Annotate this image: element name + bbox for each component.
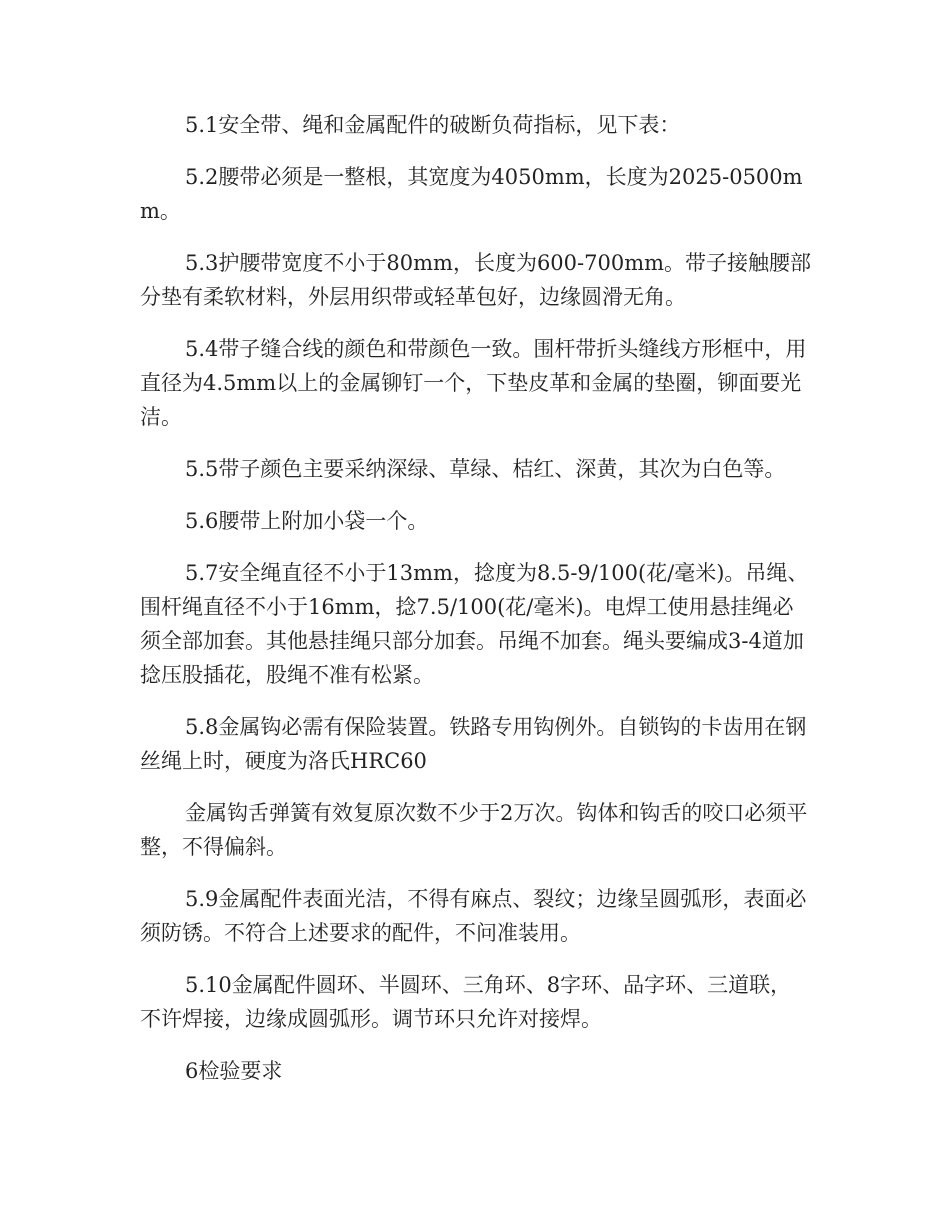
paragraph-5-6: 5.6腰带上附加小袋一个。 [185,509,429,533]
paragraph-hook-spring: 金属钩舌弹簧有效复原次数不少于2万次。钩体和钩舌的咬口必须平整，不得偏斜。 [140,801,808,859]
paragraph-5-1: 5.1安全带、绳和金属配件的破断负荷指标，见下表： [185,113,681,137]
paragraph-5-4: 5.4带子缝合线的颜色和带颜色一致。围杆带折头缝线方形框中，用直径为4.5mm以上的金属铆钉一个，下垫皮革和金属的垫圈，铆面要光洁。 [140,337,807,429]
paragraph-5-7: 5.7安全绳直径不小于13mm，捻度为8.5-9/100(花/毫米)。吊绳、围杆绳直径不小于16mm，捻7.5/100(花/毫米)。电焊工使用悬挂绳必须全部加套。其他悬挂绳只部分加套。吊绳不加套。绳头要编成3-4道加捻压股插花，股绳不准有松紧。 [140,561,809,687]
paragraph-5-5: 5.5带子颜色主要采纳深绿、草绿、桔红、深黄，其次为白色等。 [185,457,786,481]
paragraph-5-10: 5.10金属配件圆环、半圆环、三角环、8字环、品字环、三道联，不许焊接，边缘成圆弧形。调节环只允许对接焊。 [140,973,792,1031]
paragraph-5-2: 5.2腰带必须是一整根，其宽度为4050mm，长度为2025-0500mm。 [140,165,803,223]
paragraph-5-8: 5.8金属钩必需有保险装置。铁路专用钩例外。自锁钩的卡齿用在钢丝绳上时，硬度为洛氏HRC60 [140,715,807,773]
section-heading-6: 6检验要求 [185,1059,283,1083]
paragraph-5-9: 5.9金属配件表面光洁，不得有麻点、裂纹；边缘呈圆弧形，表面必须防锈。不符合上述要求的配件，不问准装用。 [140,887,807,945]
document-body [140,108,812,1106]
paragraph-5-3: 5.3护腰带宽度不小于80mm，长度为600-700mm。带子接触腰部分垫有柔软材料，外层用织带或轻革包好，边缘圆滑无角。 [140,251,812,309]
